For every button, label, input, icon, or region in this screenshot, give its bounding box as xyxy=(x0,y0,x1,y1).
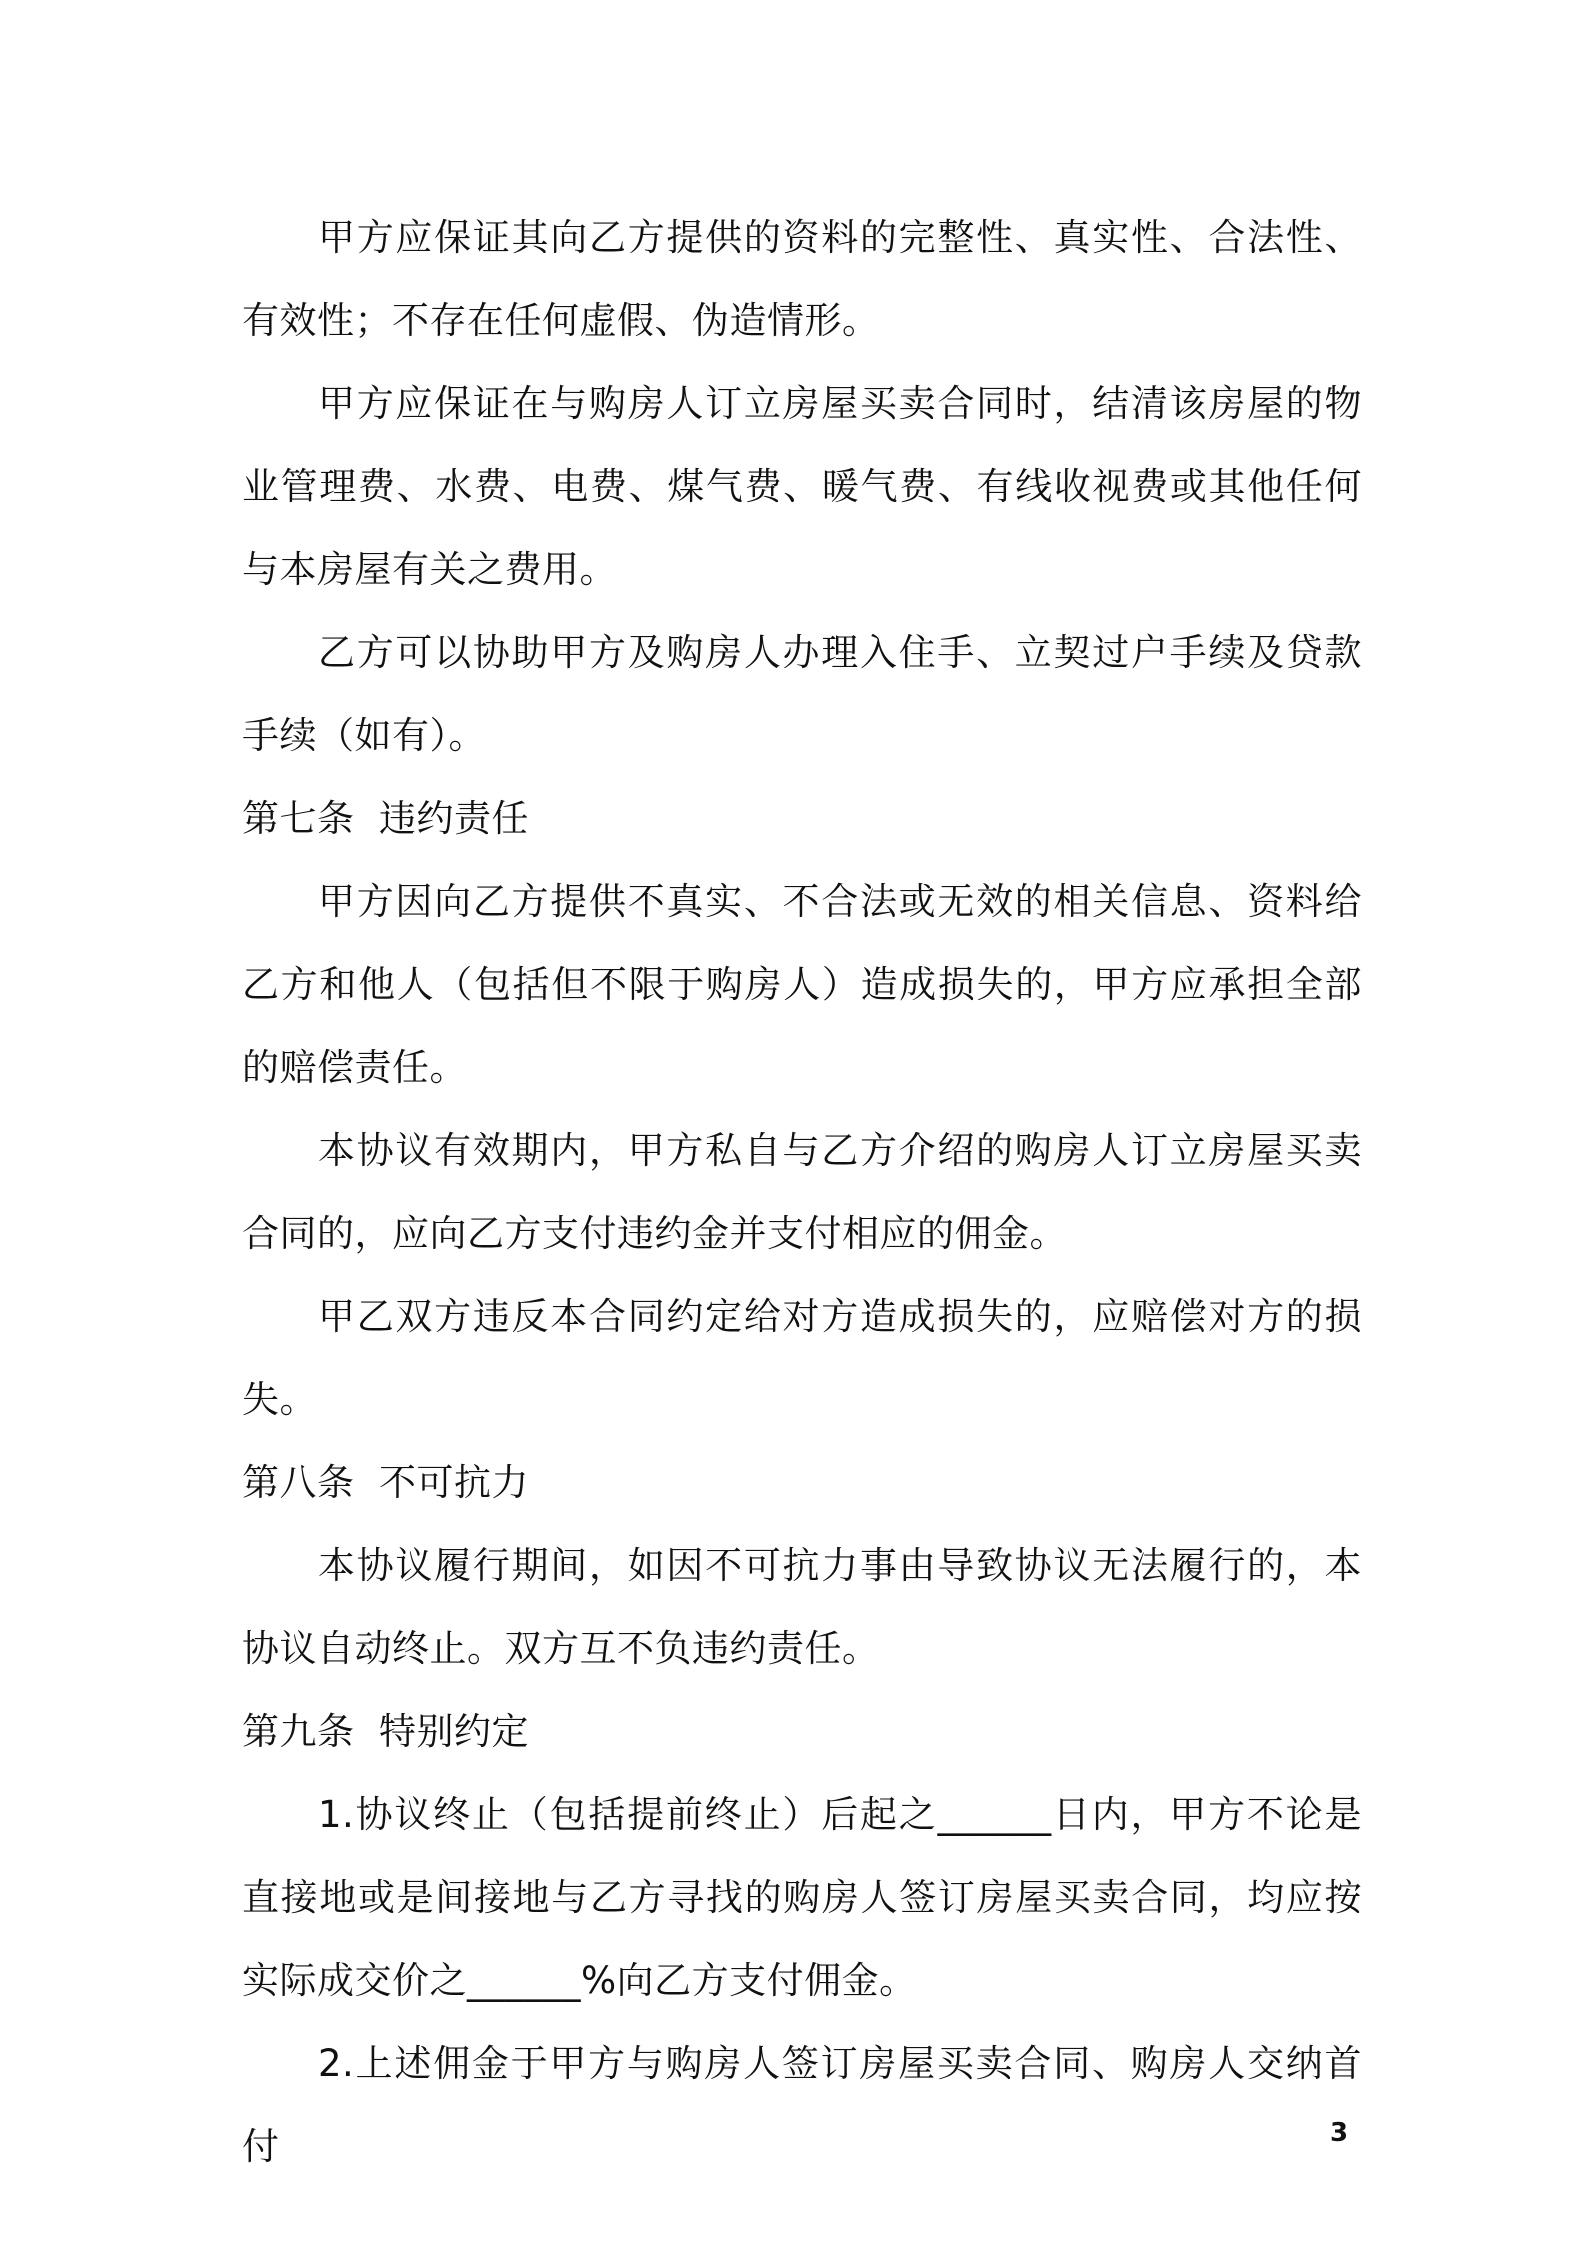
paragraph-fees-settlement: 甲方应保证在与购房人订立房屋买卖合同时，结清该房屋的物业管理费、水费、电费、煤气费、暖气费、有线收视费或其他任何与本房屋有关之费用。 xyxy=(242,382,1362,591)
paragraph-special-clause-1: 1.协议终止（包括提前终止）后起之______日内，甲方不论是直接地或是间接地与乙方寻找的购房人签订房屋买卖合同，均应按实际成交价之______%向乙方支付佣金。 xyxy=(242,1793,1362,2002)
paragraph-assist-procedures: 乙方可以协助甲方及购房人办理入住手、立契过户手续及贷款手续（如有）。 xyxy=(242,631,1362,757)
article-7-heading: 第七条 违约责任 xyxy=(242,797,530,840)
paragraph-mutual-compensation: 甲乙双方违反本合同约定给对方造成损失的，应赔偿对方的损失。 xyxy=(242,1295,1362,1421)
paragraph-special-clause-2: 2.上述佣金于甲方与购房人签订房屋买卖合同、购房人交纳首付 xyxy=(242,2042,1362,2168)
paragraph-force-majeure: 本协议履行期间，如因不可抗力事由导致协议无法履行的，本协议自动终止。双方互不负违约责任。 xyxy=(242,1544,1362,1670)
document-body xyxy=(242,196,1362,2188)
paragraph-materials-guarantee: 甲方应保证其向乙方提供的资料的完整性、真实性、合法性、有效性；不存在任何虚假、伪造情形。 xyxy=(242,216,1362,342)
article-9-heading: 第九条 特别约定 xyxy=(242,1710,530,1753)
paragraph-false-info-liability: 甲方因向乙方提供不真实、不合法或无效的相关信息、资料给乙方和他人（包括但不限于购房人）造成损失的，甲方应承担全部的赔偿责任。 xyxy=(242,880,1362,1089)
page-number: 3 xyxy=(1330,2118,1349,2148)
article-8-heading: 第八条 不可抗力 xyxy=(242,1461,530,1504)
paragraph-private-contract-penalty: 本协议有效期内，甲方私自与乙方介绍的购房人订立房屋买卖合同的，应向乙方支付违约金并支付相应的佣金。 xyxy=(242,1129,1362,1255)
